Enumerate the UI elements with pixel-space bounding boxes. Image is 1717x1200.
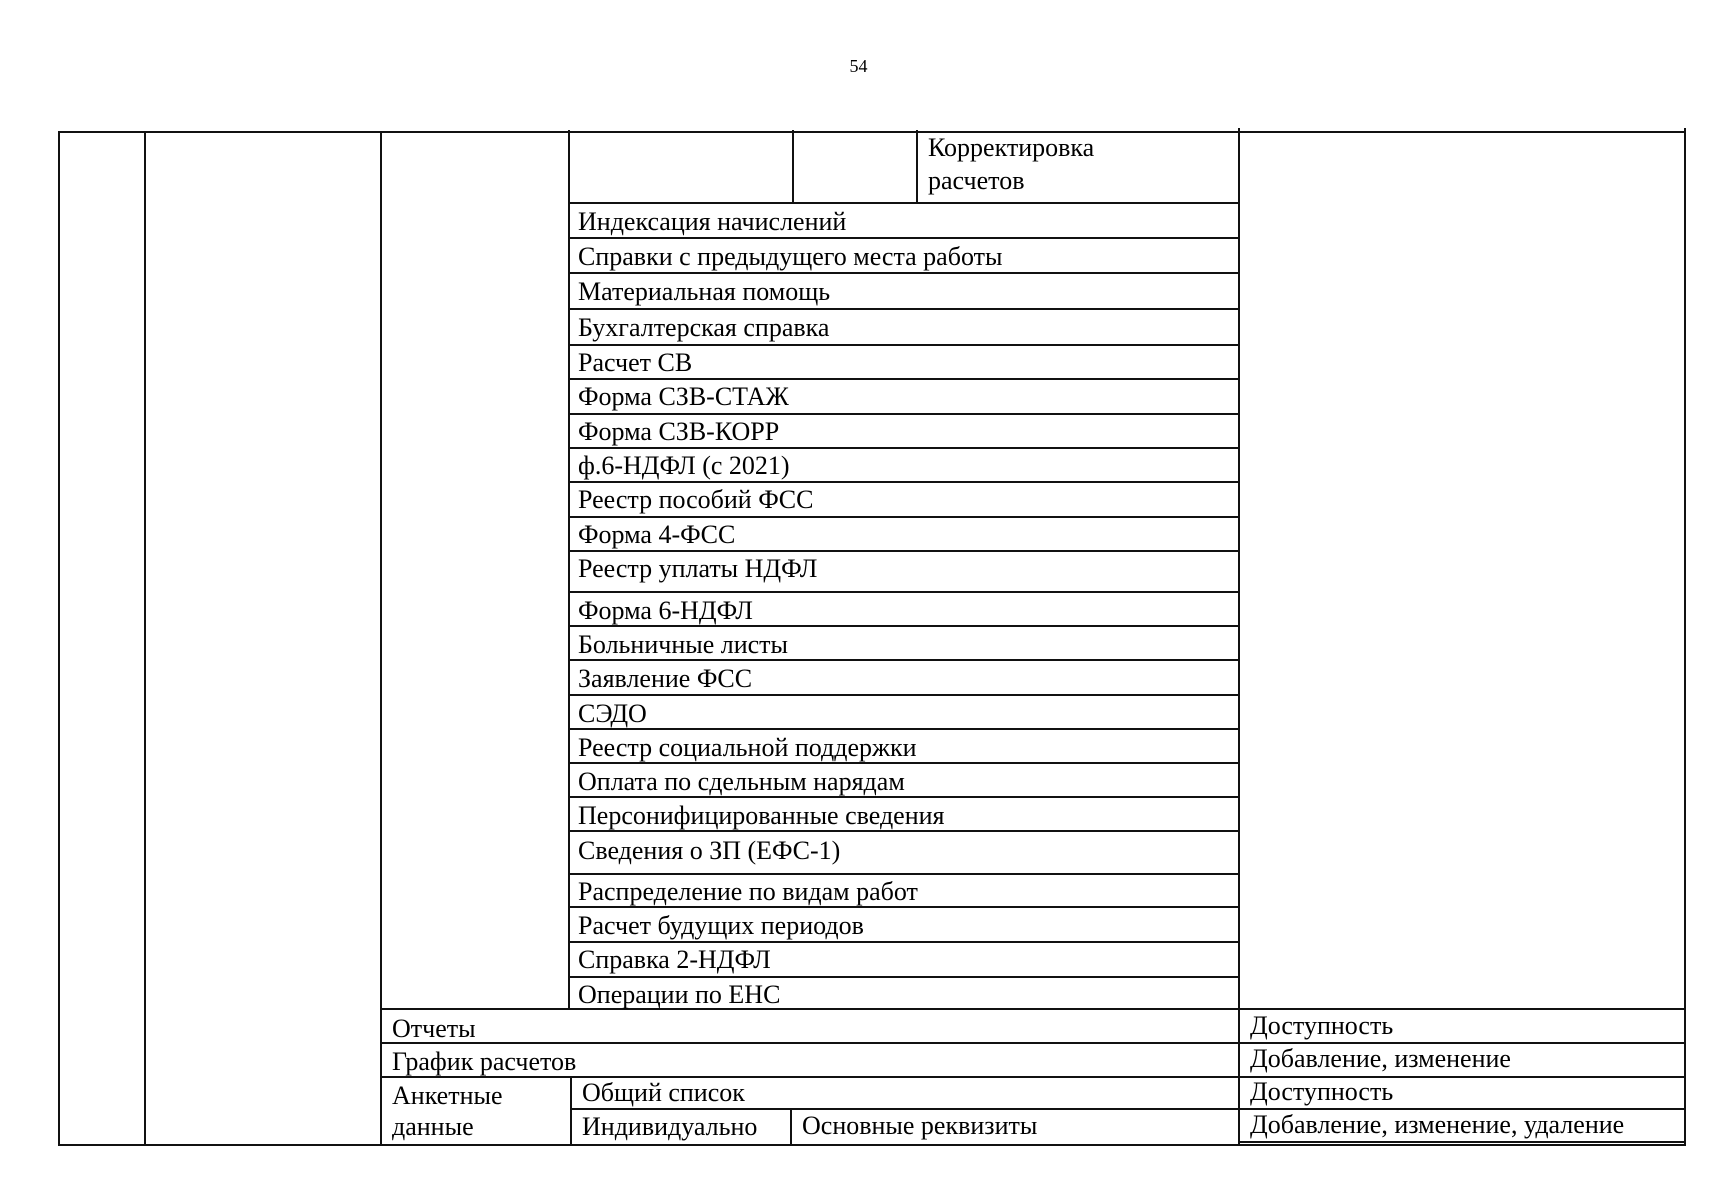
individual-label: Индивидуально bbox=[582, 1112, 758, 1141]
general-list-label: Общий список bbox=[582, 1078, 745, 1107]
list-item: Форма 6-НДФЛ bbox=[578, 596, 753, 625]
list-item: Заявление ФСС bbox=[578, 664, 753, 693]
list-item: Реестр уплаты НДФЛ bbox=[578, 554, 818, 583]
list-item: Форма СЗВ-СТАЖ bbox=[578, 382, 789, 411]
schedule-rights: Добавление, изменение bbox=[1250, 1044, 1511, 1073]
list-item: Расчет будущих периодов bbox=[578, 911, 864, 940]
list-item: Индексация начислений bbox=[578, 207, 847, 236]
list-item: Расчет СВ bbox=[578, 348, 693, 377]
list-item: Персонифицированные сведения bbox=[578, 801, 945, 830]
list-item: Операции по ЕНС bbox=[578, 980, 781, 1009]
list-item: Материальная помощь bbox=[578, 277, 831, 306]
schedule-label: График расчетов bbox=[392, 1047, 577, 1076]
list-item: Распределение по видам работ bbox=[578, 877, 918, 906]
personal-label-line1: Анкетные bbox=[392, 1081, 503, 1110]
header-cell-line2: расчетов bbox=[928, 166, 1025, 195]
list-item: Справка 2-НДФЛ bbox=[578, 945, 771, 974]
main-details-label: Основные реквизиты bbox=[802, 1111, 1038, 1140]
list-item: Сведения о ЗП (ЕФС-1) bbox=[578, 836, 841, 865]
list-item: Реестр социальной поддержки bbox=[578, 733, 917, 762]
page-number: 54 bbox=[849, 56, 868, 76]
header-cell-line1: Корректировка bbox=[928, 133, 1095, 162]
list-item: Бухгалтерская справка bbox=[578, 313, 830, 342]
general-list-rights: Доступность bbox=[1250, 1077, 1394, 1106]
list-item: Оплата по сдельным нарядам bbox=[578, 767, 905, 796]
list-item: Форма СЗВ-КОРР bbox=[578, 417, 780, 446]
list-item: Больничные листы bbox=[578, 630, 789, 659]
reports-rights: Доступность bbox=[1250, 1011, 1394, 1040]
list-item: Форма 4-ФСС bbox=[578, 520, 736, 549]
list-item: Реестр пособий ФСС bbox=[578, 485, 814, 514]
list-item: ф.6-НДФЛ (с 2021) bbox=[578, 451, 790, 480]
list-item: Справки с предыдущего места работы bbox=[578, 242, 1003, 271]
list-item: СЭДО bbox=[578, 699, 647, 728]
reports-label: Отчеты bbox=[392, 1014, 476, 1043]
individual-rights: Добавление, изменение, удаление bbox=[1250, 1110, 1625, 1139]
personal-label-line2: данные bbox=[392, 1112, 474, 1141]
